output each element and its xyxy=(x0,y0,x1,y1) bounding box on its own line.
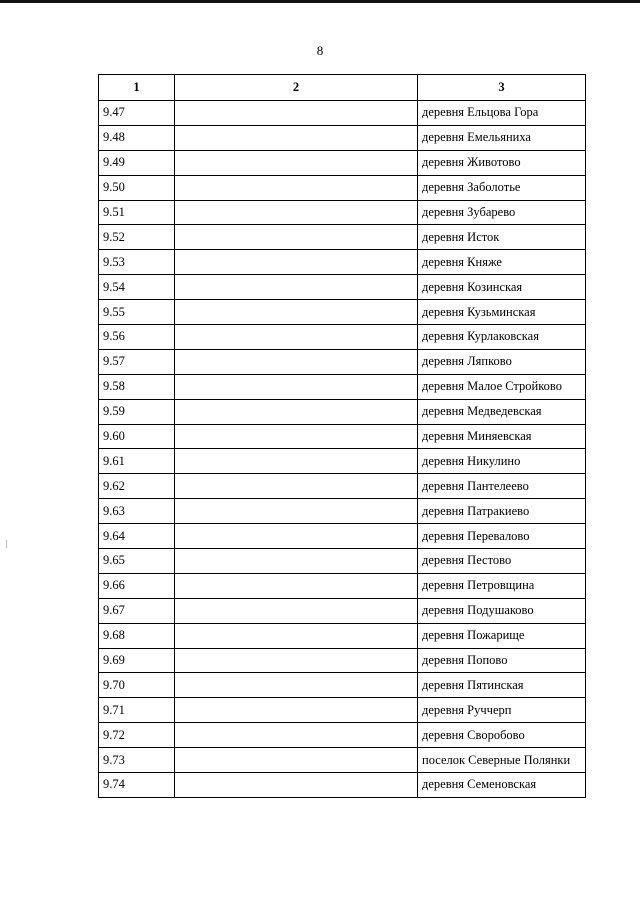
row-number-cell: 9.66 xyxy=(99,573,175,598)
empty-cell xyxy=(175,549,418,574)
empty-cell xyxy=(175,449,418,474)
settlement-name-cell: деревня Ляпково xyxy=(418,349,586,374)
empty-cell xyxy=(175,474,418,499)
row-number-cell: 9.49 xyxy=(99,150,175,175)
empty-cell xyxy=(175,250,418,275)
settlements-table xyxy=(98,74,586,798)
settlement-name-cell: деревня Зубарево xyxy=(418,200,586,225)
settlement-name-cell: деревня Кузьминская xyxy=(418,300,586,325)
table-body xyxy=(99,101,586,798)
empty-cell xyxy=(175,499,418,524)
column-header-1: 1 xyxy=(99,75,175,101)
column-header-2: 2 xyxy=(175,75,418,101)
empty-cell xyxy=(175,748,418,773)
empty-cell xyxy=(175,524,418,549)
row-number-cell: 9.48 xyxy=(99,125,175,150)
table-row xyxy=(99,349,586,374)
row-number-cell: 9.63 xyxy=(99,499,175,524)
row-number-cell: 9.71 xyxy=(99,698,175,723)
row-number-cell: 9.54 xyxy=(99,275,175,300)
settlement-name-cell: деревня Никулино xyxy=(418,449,586,474)
row-number-cell: 9.62 xyxy=(99,474,175,499)
table-row xyxy=(99,101,586,126)
table-row xyxy=(99,648,586,673)
row-number-cell: 9.53 xyxy=(99,250,175,275)
settlement-name-cell: деревня Пантелеево xyxy=(418,474,586,499)
table-row xyxy=(99,200,586,225)
table-row xyxy=(99,300,586,325)
empty-cell xyxy=(175,275,418,300)
row-number-cell: 9.47 xyxy=(99,101,175,126)
row-number-cell: 9.64 xyxy=(99,524,175,549)
settlement-name-cell: деревня Животово xyxy=(418,150,586,175)
settlement-name-cell: деревня Княже xyxy=(418,250,586,275)
empty-cell xyxy=(175,125,418,150)
settlement-name-cell: деревня Исток xyxy=(418,225,586,250)
table-row xyxy=(99,623,586,648)
table-row xyxy=(99,748,586,773)
settlement-name-cell: деревня Патракиево xyxy=(418,499,586,524)
table-row xyxy=(99,399,586,424)
row-number-cell: 9.68 xyxy=(99,623,175,648)
row-number-cell: 9.74 xyxy=(99,773,175,798)
settlement-name-cell: деревня Своробово xyxy=(418,723,586,748)
table-row xyxy=(99,573,586,598)
empty-cell xyxy=(175,673,418,698)
empty-cell xyxy=(175,175,418,200)
empty-cell xyxy=(175,723,418,748)
table-row xyxy=(99,275,586,300)
settlement-name-cell: деревня Руччерп xyxy=(418,698,586,723)
table-row xyxy=(99,125,586,150)
settlement-name-cell: деревня Медведевская xyxy=(418,399,586,424)
table-row xyxy=(99,549,586,574)
row-number-cell: 9.72 xyxy=(99,723,175,748)
table-header-row xyxy=(99,75,586,101)
table-row xyxy=(99,698,586,723)
empty-cell xyxy=(175,648,418,673)
column-header-3: 3 xyxy=(418,75,586,101)
margin-mark xyxy=(6,540,7,548)
table-row xyxy=(99,325,586,350)
table-row xyxy=(99,474,586,499)
table-row xyxy=(99,424,586,449)
empty-cell xyxy=(175,101,418,126)
empty-cell xyxy=(175,374,418,399)
empty-cell xyxy=(175,225,418,250)
settlement-name-cell: деревня Перевалово xyxy=(418,524,586,549)
row-number-cell: 9.59 xyxy=(99,399,175,424)
settlement-name-cell: поселок Северные Полянки xyxy=(418,748,586,773)
empty-cell xyxy=(175,424,418,449)
row-number-cell: 9.69 xyxy=(99,648,175,673)
row-number-cell: 9.73 xyxy=(99,748,175,773)
empty-cell xyxy=(175,698,418,723)
settlement-name-cell: деревня Емельяниха xyxy=(418,125,586,150)
table-row xyxy=(99,723,586,748)
row-number-cell: 9.50 xyxy=(99,175,175,200)
table-row xyxy=(99,673,586,698)
settlement-name-cell: деревня Петровщина xyxy=(418,573,586,598)
settlement-name-cell: деревня Малое Стройково xyxy=(418,374,586,399)
table-row xyxy=(99,499,586,524)
row-number-cell: 9.67 xyxy=(99,598,175,623)
empty-cell xyxy=(175,349,418,374)
settlement-name-cell: деревня Заболотье xyxy=(418,175,586,200)
empty-cell xyxy=(175,300,418,325)
empty-cell xyxy=(175,598,418,623)
table-row xyxy=(99,773,586,798)
settlement-name-cell: деревня Семеновская xyxy=(418,773,586,798)
table-row xyxy=(99,150,586,175)
table-row xyxy=(99,250,586,275)
row-number-cell: 9.58 xyxy=(99,374,175,399)
row-number-cell: 9.51 xyxy=(99,200,175,225)
settlement-name-cell: деревня Подушаково xyxy=(418,598,586,623)
row-number-cell: 9.57 xyxy=(99,349,175,374)
row-number-cell: 9.52 xyxy=(99,225,175,250)
table-row xyxy=(99,225,586,250)
empty-cell xyxy=(175,623,418,648)
empty-cell xyxy=(175,325,418,350)
page-number: 8 xyxy=(316,43,324,58)
settlement-name-cell: деревня Попово xyxy=(418,648,586,673)
table-row xyxy=(99,175,586,200)
table-row xyxy=(99,374,586,399)
empty-cell xyxy=(175,573,418,598)
table-row xyxy=(99,449,586,474)
settlement-name-cell: деревня Козинская xyxy=(418,275,586,300)
settlement-name-cell: деревня Ельцова Гора xyxy=(418,101,586,126)
empty-cell xyxy=(175,150,418,175)
row-number-cell: 9.56 xyxy=(99,325,175,350)
table-row xyxy=(99,524,586,549)
empty-cell xyxy=(175,399,418,424)
settlement-name-cell: деревня Курлаковская xyxy=(418,325,586,350)
empty-cell xyxy=(175,773,418,798)
table-row xyxy=(99,598,586,623)
row-number-cell: 9.60 xyxy=(99,424,175,449)
empty-cell xyxy=(175,200,418,225)
row-number-cell: 9.70 xyxy=(99,673,175,698)
row-number-cell: 9.55 xyxy=(99,300,175,325)
settlement-name-cell: деревня Миняевская xyxy=(418,424,586,449)
row-number-cell: 9.61 xyxy=(99,449,175,474)
settlement-name-cell: деревня Пятинская xyxy=(418,673,586,698)
top-border-rule xyxy=(0,0,640,3)
row-number-cell: 9.65 xyxy=(99,549,175,574)
settlement-name-cell: деревня Пестово xyxy=(418,549,586,574)
settlement-name-cell: деревня Пожарище xyxy=(418,623,586,648)
